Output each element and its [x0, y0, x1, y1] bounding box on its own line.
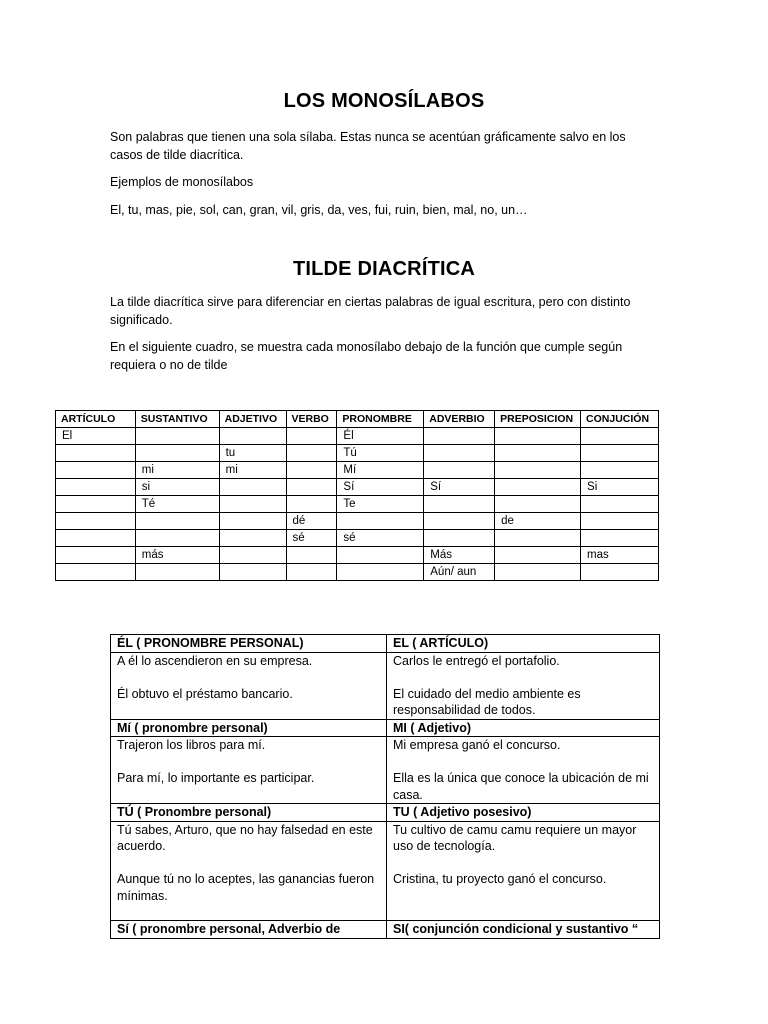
table-cell: Sí	[337, 479, 424, 496]
table-cell	[219, 479, 286, 496]
header-adverbio: ADVERBIO	[424, 411, 495, 428]
table-cell	[286, 428, 337, 445]
example-sentence: Para mí, lo importante es participar.	[117, 771, 315, 785]
examples-list: El, tu, mas, pie, sol, can, gran, vil, gris, da, ves, fui, ruin, bien, mal, no, un…	[110, 203, 528, 217]
example-sentence: Cristina, tu proyecto ganó el concurso.	[393, 872, 607, 886]
header-pronombre: PRONOMBRE	[337, 411, 424, 428]
table-cell: de	[495, 513, 581, 530]
table-cell	[135, 530, 219, 547]
table-cell	[286, 462, 337, 479]
table-cell	[56, 496, 136, 513]
table-cell	[495, 428, 581, 445]
table-cell	[56, 564, 136, 581]
table-cell: Él	[337, 428, 424, 445]
example-sentences-cell	[111, 737, 387, 804]
table-cell	[219, 530, 286, 547]
table-cell: Te	[337, 496, 424, 513]
table-row	[56, 530, 659, 547]
table-cell: Mí	[337, 462, 424, 479]
example-sentences-cell	[387, 737, 660, 804]
table-cell	[495, 496, 581, 513]
table-cell	[286, 479, 337, 496]
header-conjuncion: CONJUCIÓN	[581, 411, 659, 428]
header-articulo: ARTÍCULO	[56, 411, 136, 428]
example-sentences-cell	[387, 652, 660, 719]
example-category-heading: SI( conjunción condicional y sustantivo “	[387, 921, 660, 939]
example-category-heading: MI ( Adjetivo)	[387, 719, 660, 737]
table-cell	[219, 428, 286, 445]
page-title: LOS MONOSÍLABOS	[283, 90, 485, 112]
example-sentence: Mi empresa ganó el concurso.	[393, 738, 561, 752]
table-cell	[286, 445, 337, 462]
table-row	[56, 496, 659, 513]
example-sentence: Él obtuvo el préstamo bancario.	[117, 686, 293, 701]
table-cell	[219, 513, 286, 530]
example-sentences-cell	[387, 821, 660, 921]
table-cell: sé	[337, 530, 424, 547]
example-sentence: El cuidado del medio ambiente es responsabilidad de todos.	[393, 686, 581, 717]
table-cell	[424, 530, 495, 547]
table-cell	[56, 462, 136, 479]
table-row	[56, 462, 659, 479]
table-row	[56, 479, 659, 496]
table-cell	[286, 564, 337, 581]
table-cell	[495, 479, 581, 496]
table-cell	[581, 530, 659, 547]
table-row	[56, 428, 659, 445]
table-cell: Más	[424, 547, 495, 564]
example-sentence: Carlos le entregó el portafolio.	[393, 653, 560, 668]
table-cell: El	[56, 428, 136, 445]
example-category-heading: TÚ ( Pronombre personal)	[111, 804, 387, 822]
table-row	[56, 445, 659, 462]
table-cell	[219, 547, 286, 564]
table-cell: sé	[286, 530, 337, 547]
definition-paragraph: Son palabras que tienen una sola sílaba. Estas nunca se acentúan gráficamente salvo en los casos de tilde diacrítica.	[110, 130, 626, 162]
header-verbo: VERBO	[286, 411, 337, 428]
table-cell	[581, 462, 659, 479]
table-cell	[424, 496, 495, 513]
example-category-heading: ÉL ( PRONOMBRE PERSONAL)	[111, 635, 387, 653]
example-sentences-cell	[111, 821, 387, 921]
table-cell	[424, 462, 495, 479]
table-cell: mas	[581, 547, 659, 564]
table-cell	[581, 564, 659, 581]
table-cell	[495, 547, 581, 564]
example-body-row	[111, 737, 660, 804]
table-cell	[56, 513, 136, 530]
example-sentence: Aunque tú no lo aceptes, las ganancias fueron mínimas.	[117, 872, 375, 903]
table-cell	[56, 547, 136, 564]
header-adjetivo: ADJETIVO	[219, 411, 286, 428]
table-intro-paragraph: En el siguiente cuadro, se muestra cada monosílabo debajo de la función que cumple según requiera o no de tilde	[110, 340, 623, 372]
table-row	[56, 547, 659, 564]
example-category-heading: EL ( ARTÍCULO)	[387, 635, 660, 653]
example-category-heading: Sí ( pronombre personal, Adverbio de	[111, 921, 387, 939]
table-cell: tu	[219, 445, 286, 462]
table-cell: Aún/ aun	[424, 564, 495, 581]
tilde-paragraph: La tilde diacrítica sirve para diferenciar en ciertas palabras de igual escritura, pero con distinto significado.	[110, 295, 631, 327]
table-cell	[219, 564, 286, 581]
example-header-row	[111, 635, 660, 653]
table-cell	[424, 513, 495, 530]
header-preposicion: PREPOSICION	[495, 411, 581, 428]
table-cell	[495, 445, 581, 462]
table-cell	[286, 496, 337, 513]
table-cell	[337, 513, 424, 530]
table-cell	[495, 564, 581, 581]
table-cell	[135, 513, 219, 530]
table-cell	[424, 445, 495, 462]
table-cell: Si	[581, 479, 659, 496]
table-cell: si	[135, 479, 219, 496]
example-header-row	[111, 804, 660, 822]
table-cell	[56, 445, 136, 462]
table-cell	[135, 445, 219, 462]
header-sustantivo: SUSTANTIVO	[135, 411, 219, 428]
table-cell	[286, 547, 337, 564]
table-cell	[219, 496, 286, 513]
example-sentence: A él lo ascendieron en su empresa.	[117, 653, 313, 668]
table-cell	[337, 564, 424, 581]
example-category-heading: TU ( Adjetivo posesivo)	[387, 804, 660, 822]
examples-label: Ejemplos de monosílabos	[110, 175, 254, 189]
table-cell	[424, 428, 495, 445]
table-cell	[135, 428, 219, 445]
table-header-row	[56, 411, 659, 428]
example-category-heading: Mí ( pronombre personal)	[111, 719, 387, 737]
table-cell: Té	[135, 496, 219, 513]
table-cell	[581, 496, 659, 513]
table-cell	[495, 530, 581, 547]
example-sentence: Tu cultivo de camu camu requiere un mayor uso de tecnología.	[393, 822, 637, 853]
table-cell	[581, 428, 659, 445]
table-cell: más	[135, 547, 219, 564]
example-sentence: Tú sabes, Arturo, que no hay falsedad en este acuerdo.	[117, 822, 373, 853]
example-header-row	[111, 719, 660, 737]
section-title: TILDE DIACRÍTICA	[292, 258, 476, 280]
table-cell: dé	[286, 513, 337, 530]
table-cell	[581, 445, 659, 462]
table-cell: mi	[219, 462, 286, 479]
table-cell	[337, 547, 424, 564]
table-row	[56, 564, 659, 581]
monosyllable-function-table	[55, 410, 659, 581]
table-cell: Tú	[337, 445, 424, 462]
table-cell	[135, 564, 219, 581]
example-sentences-cell	[111, 652, 387, 719]
example-body-row	[111, 821, 660, 921]
table-cell	[495, 462, 581, 479]
table-cell	[56, 479, 136, 496]
example-header-row	[111, 921, 660, 939]
example-sentence: Trajeron los libros para mí.	[117, 738, 266, 752]
tilde-examples-table	[110, 634, 660, 939]
example-sentence: Ella es la única que conoce la ubicación de mi casa.	[393, 771, 649, 802]
example-body-row	[111, 652, 660, 719]
table-cell	[56, 530, 136, 547]
table-cell: Sí	[424, 479, 495, 496]
table-cell: mi	[135, 462, 219, 479]
table-cell	[581, 513, 659, 530]
table-row	[56, 513, 659, 530]
